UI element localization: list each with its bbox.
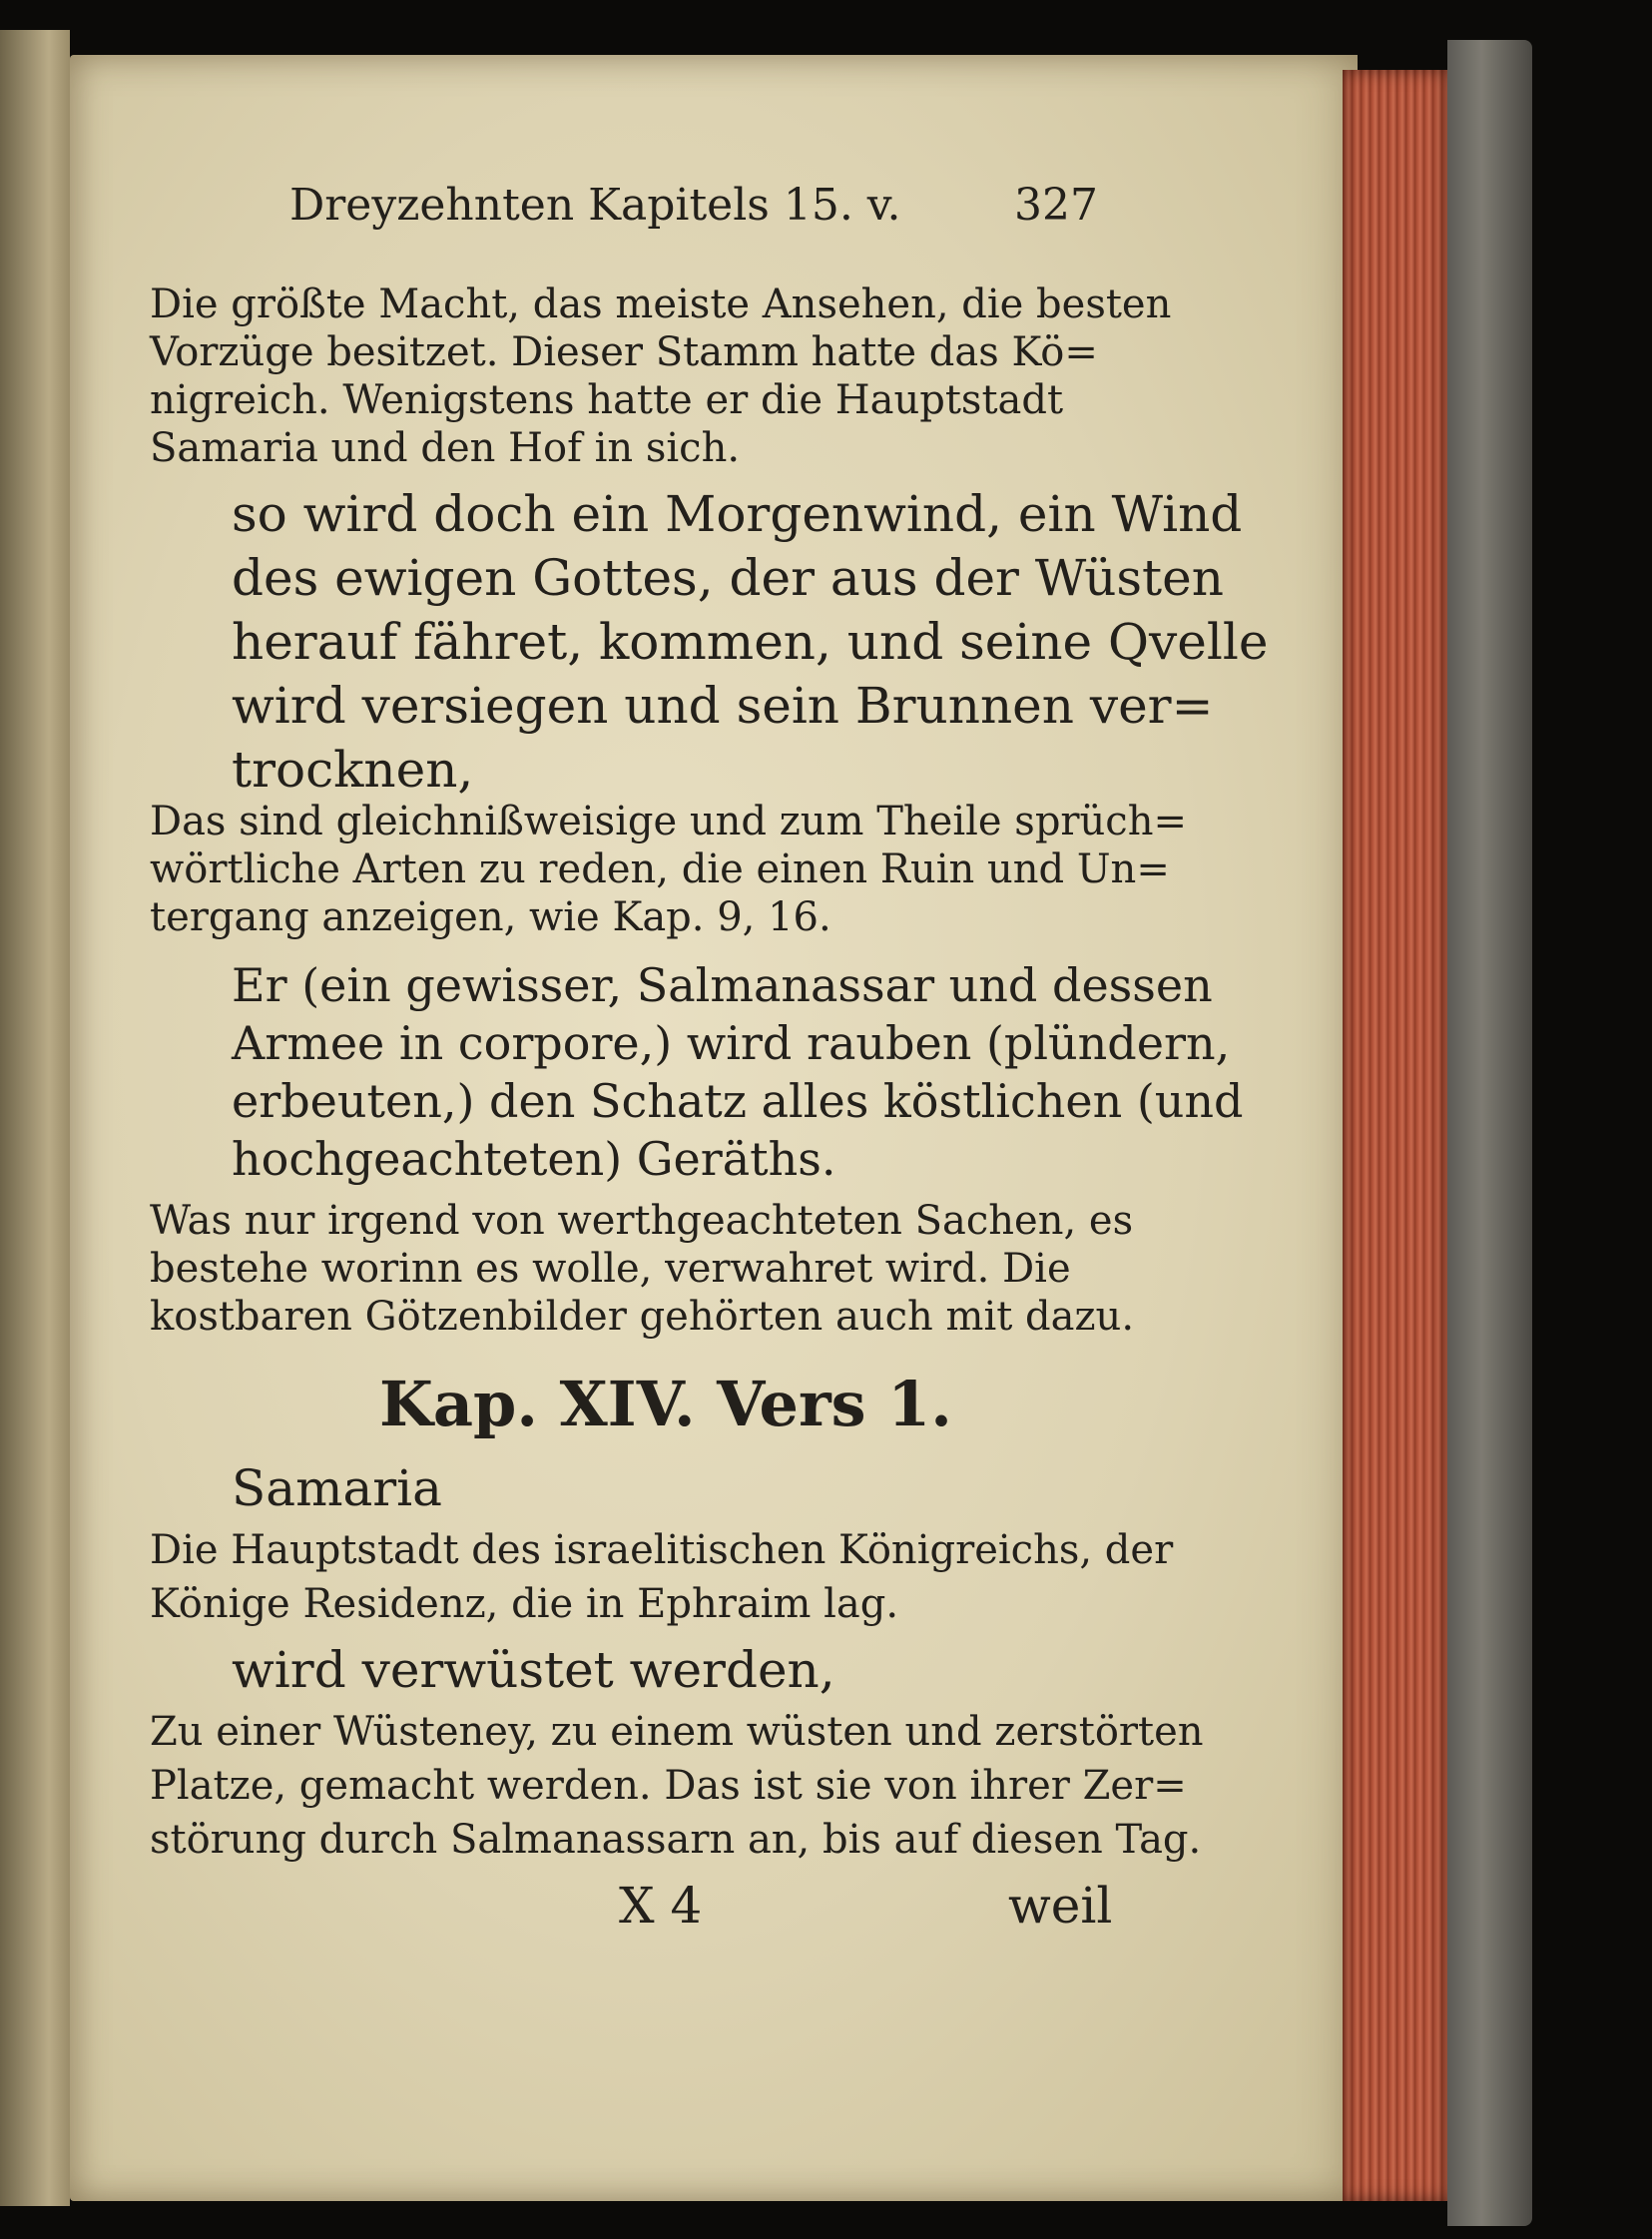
commentary-line: tergang anzeigen, wie Kap. 9, 16.: [150, 894, 831, 940]
verse-line: wird versiegen und sein Brunnen ver=: [232, 677, 1214, 735]
commentary-line: Platze, gemacht werden. Das ist sie von ihrer Zer=: [150, 1763, 1187, 1809]
commentary-line: Zu einer Wüsteney, zu einem wüsten und zerstörten: [150, 1709, 1204, 1755]
commentary-line: Samaria und den Hof in sich.: [150, 425, 741, 471]
commentary-line: Die Hauptstadt des israelitischen Königreichs, der: [150, 1527, 1174, 1573]
running-header: [289, 180, 1098, 231]
verse-line: erbeuten,) den Schatz alles köstlichen (und: [232, 1074, 1244, 1128]
page-number: 327: [1014, 180, 1098, 231]
verse-line: Er (ein gewisser, Salmanassar und dessen: [232, 958, 1213, 1012]
verse-line: herauf fähret, kommen, und seine Qvelle: [232, 613, 1269, 671]
commentary-line: bestehe worinn es wolle, verwahret wird. Die: [150, 1246, 1071, 1292]
verse-line: Armee in corpore,) wird rauben (plündern,: [232, 1016, 1231, 1070]
commentary-line: nigreich. Wenigstens hatte er die Hauptstadt: [150, 377, 1064, 423]
commentary-line: kostbaren Götzenbilder gehörten auch mit dazu.: [150, 1294, 1135, 1340]
commentary-line: Könige Residenz, die in Ephraim lag.: [150, 1581, 899, 1627]
verse-line: so wird doch ein Morgenwind, ein Wind: [232, 485, 1243, 543]
verse-line: des ewigen Gottes, der aus der Wüsten: [232, 549, 1224, 607]
verse-line: Samaria: [232, 1459, 442, 1517]
verse-line: hochgeachteten) Geräths.: [232, 1132, 836, 1186]
commentary-line: störung durch Salmanassarn an, bis auf diesen Tag.: [150, 1817, 1202, 1863]
commentary-line: Die größte Macht, das meiste Ansehen, die besten: [150, 281, 1172, 327]
running-title: Dreyzehnten Kapitels 15. v.: [289, 180, 901, 231]
book-cover: [1447, 40, 1532, 2226]
commentary-line: Was nur irgend von werthgeachteten Sachen, es: [150, 1198, 1134, 1244]
verse-line: trocknen,: [232, 741, 474, 799]
verse-line: wird verwüstet werden,: [232, 1641, 835, 1699]
commentary-line: Vorzüge besitzet. Dieser Stamm hatte das Kö=: [150, 329, 1098, 375]
catchword: weil: [1008, 1877, 1113, 1935]
signature-mark: X 4: [619, 1877, 703, 1935]
page-block-edge: [1343, 70, 1447, 2201]
facing-page-edge: [0, 30, 70, 2206]
commentary-line: Das sind gleichnißweisige und zum Theile sprüch=: [150, 799, 1187, 844]
chapter-heading: Kap. XIV. Vers 1.: [379, 1368, 952, 1440]
commentary-line: wörtliche Arten zu reden, die einen Ruin und Un=: [150, 846, 1170, 892]
